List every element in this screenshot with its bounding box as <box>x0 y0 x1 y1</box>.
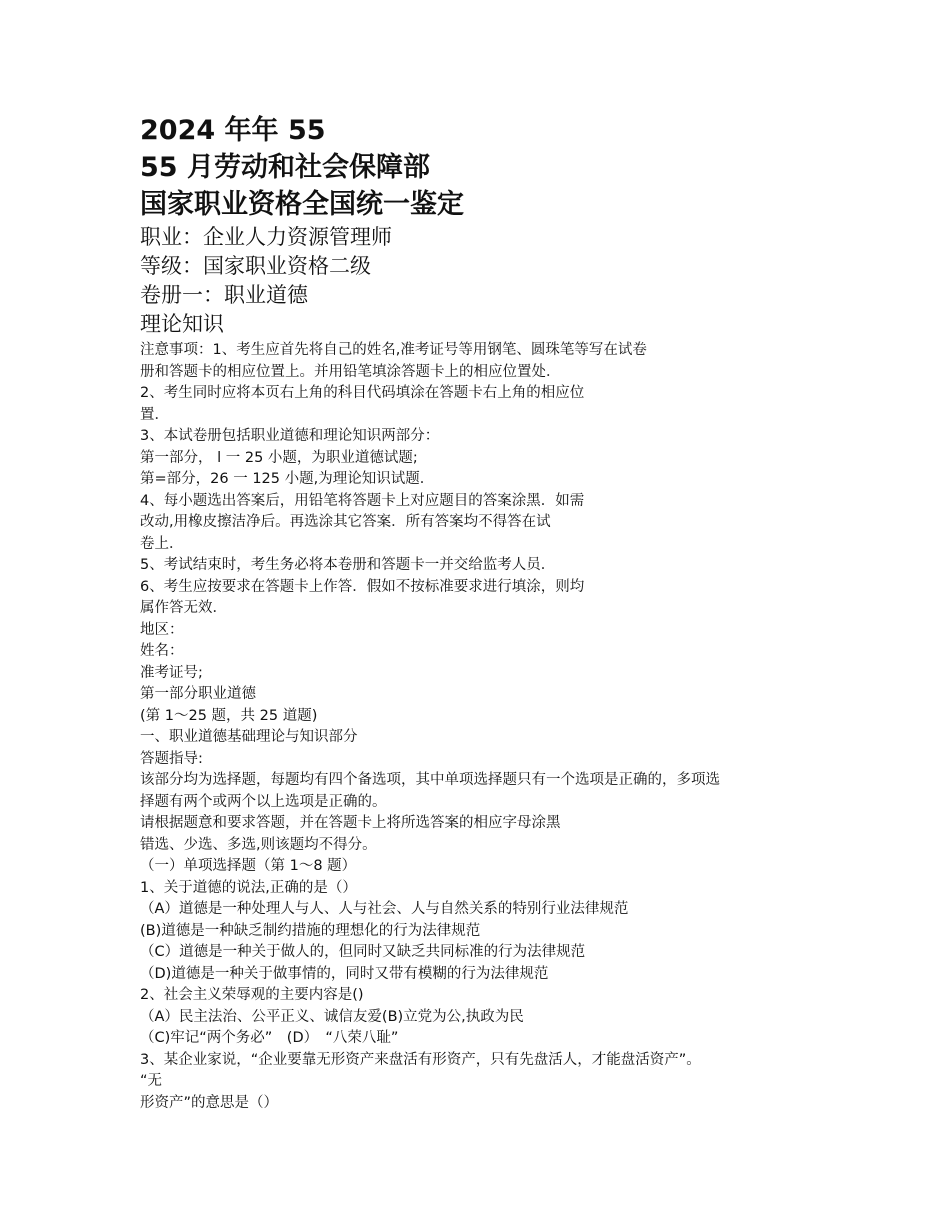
body-line: 答题指导: <box>140 750 203 767</box>
title-line-3: 国家职业资格全国统一鉴定 <box>140 189 464 220</box>
question-line: “无 <box>140 1073 163 1089</box>
subsection-heading: （一）单项选择题（第 1～8 题） <box>140 858 357 874</box>
question-line: 形资产”的意思是（） <box>140 1094 279 1111</box>
body-line: 2、考生同时应将本页右上角的科目代码填涂在答题卡右上角的相应位 <box>140 385 585 401</box>
subtitle-section: 理论知识 <box>140 312 224 336</box>
body-line: (第 1～25 题，共 25 道题) <box>140 707 318 724</box>
body-line: 请根据题意和要求答题，并在答题卡上将所选答案的相应字母涂黑 <box>140 815 561 831</box>
body-line: 注意事项：1、考生应首先将自己的姓名,准考证号等用钢笔、圆珠笔等写在试卷 <box>140 342 647 358</box>
name-label: 姓名： <box>140 643 184 659</box>
region-label: 地区： <box>140 621 184 638</box>
document-subtitle <box>140 223 840 339</box>
body-line: 册和答题卡的相应位置上。并用铅笔填涂答题卡上的相应位置处． <box>140 363 561 380</box>
document-page <box>140 112 840 1114</box>
question-line: 3、某企业家说，“企业要靠无形资产来盘活有形资产，只有先盘活人，才能盘活资产”。 <box>140 1051 701 1068</box>
body-line: 改动,用橡皮擦洁净后。再选涂其它答案．所有答案均不得答在试 <box>140 514 551 530</box>
body-line: 置． <box>140 406 169 423</box>
question-line: 1、关于道德的说法,正确的是（） <box>140 879 357 896</box>
body-line: 该部分均为选择题，每题均有四个备选项，其中单项选择题只有一个选项是正确的，多项选 <box>140 772 720 788</box>
exam-id-label: 准考证号; <box>140 664 203 681</box>
body-line: 错选、少选、多选,则该题均不得分。 <box>140 836 377 853</box>
option-line: （A）道德是一种处理人与人、人与社会、人与自然关系的特别行业法律规范 <box>140 901 629 917</box>
option-line: （A）民主法治、公平正义、诚信友爱(B)立党为公,执政为民 <box>140 1008 524 1025</box>
option-line: （C)牢记“两个务必” (D） “八荣八耻” <box>140 1030 399 1046</box>
body-line: 第=部分，26 一 125 小题,为理论知识试题． <box>140 471 435 487</box>
body-line: 卷上． <box>140 535 184 552</box>
document-title <box>140 112 840 223</box>
section-heading: 一、职业道德基础理论与知识部分 <box>140 729 358 745</box>
option-line: （C）道德是一种关于做人的，但同时又缺乏共同标准的行为法律规范 <box>140 944 586 960</box>
body-line: 择题有两个或两个以上选项是正确的。 <box>140 793 387 810</box>
body-line: 6、考生应按要求在答题卡上作答．假如不按标准要求进行填涂，则均 <box>140 578 585 595</box>
subtitle-level: 等级：国家职业资格二级 <box>140 254 371 278</box>
part-heading: 第一部分职业道德 <box>140 686 256 702</box>
option-line: （D)道德是一种关于做事情的，同时又带有模糊的行为法律规范 <box>140 965 549 982</box>
title-line-1: 2024 年年 55 <box>140 115 326 146</box>
body-line: 4、每小题选出答案后，用铅笔将答题卡上对应题目的答案涂黑．如需 <box>140 492 585 509</box>
subtitle-volume: 卷册一：职业道德 <box>140 283 308 307</box>
body-line: 3、本试卷册包括职业道德和理论知识两部分： <box>140 428 440 444</box>
body-line: 属作答无效． <box>140 600 227 616</box>
option-line: (B)道德是一种缺乏制约措施的理想化的行为法律规范 <box>140 922 481 939</box>
subtitle-occupation: 职业：企业人力资源管理师 <box>140 225 392 249</box>
document-body <box>140 340 840 1114</box>
title-line-2: 55 月劳动和社会保障部 <box>140 152 430 183</box>
question-line: 2、社会主义荣辱观的主要内容是() <box>140 987 364 1003</box>
body-line: 5、考试结束时，考生务必将本卷册和答题卡一并交给监考人员． <box>140 557 556 573</box>
body-line: 第一部分， l 一 25 小题，为职业道德试题; <box>140 449 418 466</box>
